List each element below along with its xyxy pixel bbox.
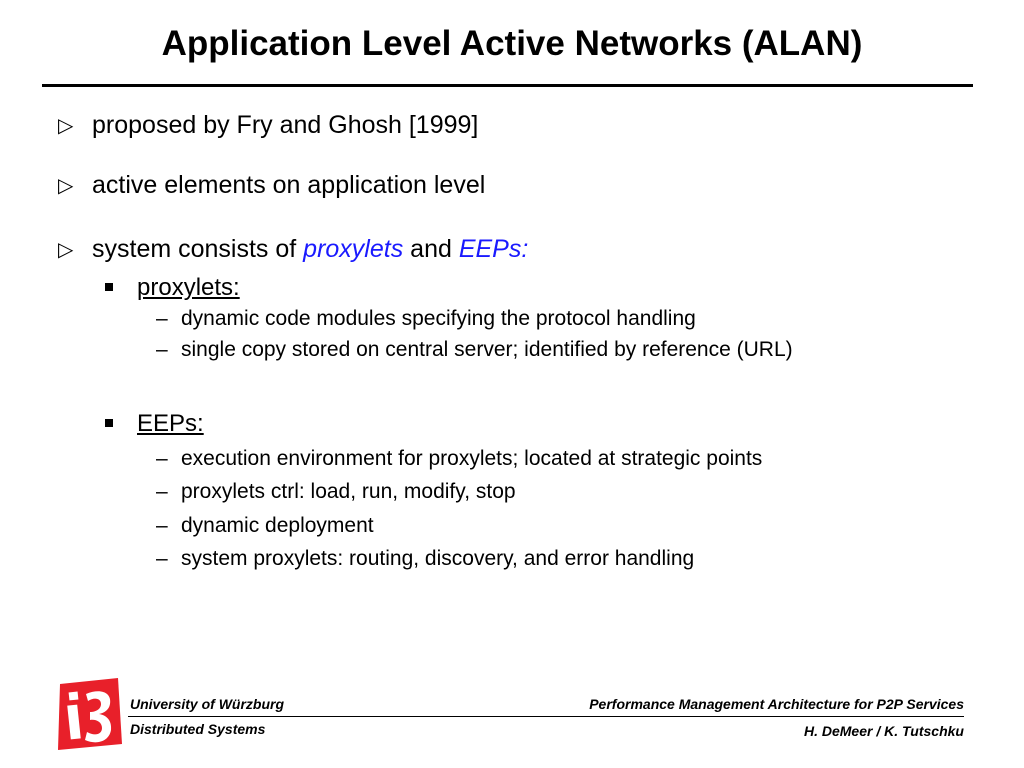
title-divider: [42, 84, 973, 87]
list-item-text: single copy stored on central server; identified by reference (URL): [181, 338, 793, 361]
bullet-text: active elements on application level: [92, 171, 486, 199]
sub-heading-proxylets: proxylets:: [137, 274, 240, 301]
triangle-right-outline-icon: ▷: [58, 237, 74, 261]
footer-divider: [128, 716, 964, 717]
slide-title: Application Level Active Networks (ALAN): [161, 24, 863, 63]
sub-heading-eeps: EEPs:: [137, 410, 204, 437]
list-item-text: system proxylets: routing, discovery, and error handling: [181, 547, 695, 570]
footer-university: University of Würzburg: [130, 696, 285, 712]
footer-department: Distributed Systems: [130, 721, 266, 737]
triangle-right-outline-icon: ▷: [58, 173, 74, 197]
dash-bullet: –: [156, 307, 168, 330]
dash-bullet: –: [156, 338, 168, 361]
bullet-text: [92, 234, 528, 264]
footer-authors: H. DeMeer / K. Tutschku: [803, 723, 964, 739]
triangle-right-outline-icon: ▷: [58, 113, 74, 137]
square-bullet-icon: [105, 283, 113, 291]
dash-bullet: –: [156, 447, 168, 470]
bullet-middle: and: [403, 235, 459, 263]
list-item-text: execution environment for proxylets; located at strategic points: [181, 447, 763, 470]
dash-bullet: –: [156, 480, 168, 503]
dash-bullet: –: [156, 514, 168, 537]
list-item-text: dynamic code modules specifying the protocol handling: [181, 307, 696, 330]
term-eeps: EEPs:: [458, 235, 529, 263]
bullet-text: proposed by Fry and Ghosh [1999]: [92, 111, 479, 139]
list-item-text: dynamic deployment: [181, 514, 374, 537]
list-item-text: proxylets ctrl: load, run, modify, stop: [181, 480, 516, 503]
term-proxylets: proxylets: [303, 235, 404, 263]
footer-course-title: Performance Management Architecture for P2P Services: [589, 696, 964, 712]
i3-logo: [56, 678, 122, 750]
bullet-prefix: system consists of: [92, 235, 304, 263]
dash-bullet: –: [156, 547, 168, 570]
square-bullet-icon: [105, 419, 113, 427]
